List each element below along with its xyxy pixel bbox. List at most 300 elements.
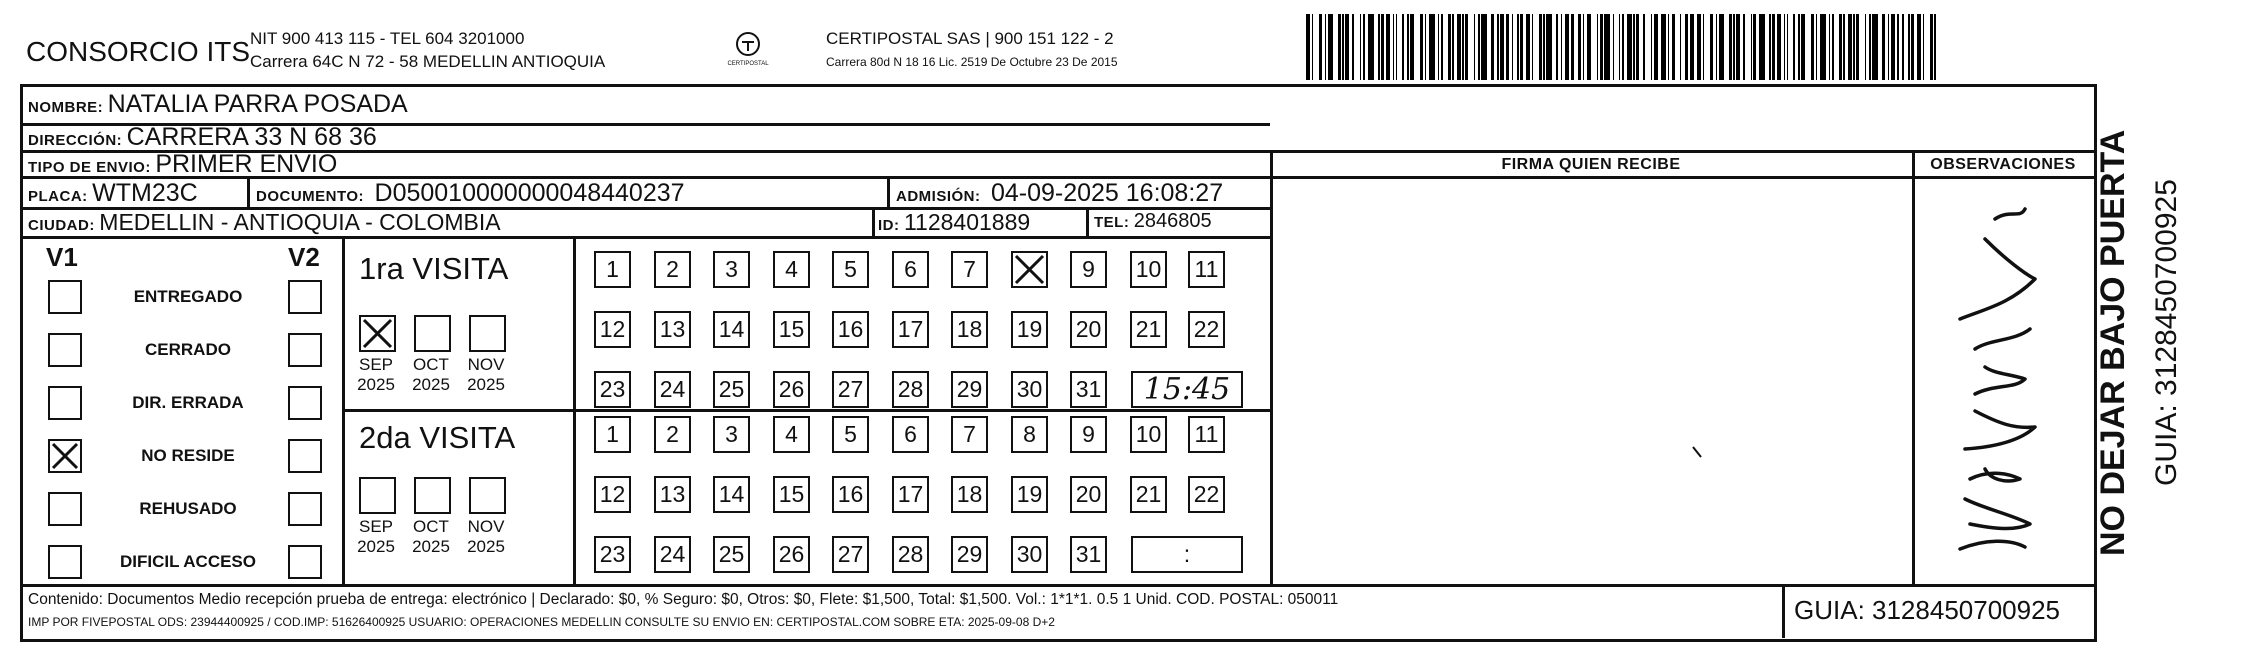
signature-header: FIRMA QUIEN RECIBE <box>1501 156 1681 173</box>
barcode-bar <box>1619 14 1620 80</box>
check-x-mark <box>50 441 80 471</box>
month-year: 2025 <box>412 536 450 556</box>
shipment-type-row <box>28 152 337 177</box>
v2-label: V2 <box>288 242 320 272</box>
day-box[interactable] <box>654 371 691 408</box>
day-box[interactable] <box>713 311 750 348</box>
recipient-name: NATALIA PARRA POSADA <box>107 90 408 118</box>
day-box[interactable] <box>1188 476 1225 513</box>
v1-checkbox[interactable] <box>48 280 82 314</box>
footer-content-line: Contenido: Documentos Medio recepción prueba de entrega: electrónico | Declarado: $0, % Seguro: $0, Otros: $0, Flete: $1,500, Total: $1,500. Vol.: 1*1*1. 0.5 1 Unid. COD. POSTAL: 050011 <box>28 591 1339 608</box>
day-box[interactable] <box>594 311 631 348</box>
barcode-bar <box>1654 14 1658 80</box>
barcode-bar <box>1420 14 1423 80</box>
barcode-bar <box>1843 14 1844 80</box>
day-box[interactable] <box>832 416 869 453</box>
status-label: NO RESIDE <box>141 446 235 465</box>
month-name: NOV <box>467 355 505 374</box>
barcode-bar <box>1736 14 1740 80</box>
barcode-bar <box>1729 14 1732 80</box>
day-number: 15 <box>778 481 805 507</box>
barcode-bar <box>1651 14 1652 80</box>
admission-label: ADMISIÓN: <box>896 188 981 205</box>
day-box[interactable] <box>951 251 988 288</box>
barcode-bar <box>1497 14 1498 80</box>
day-number: 24 <box>659 541 686 567</box>
day-number: 9 <box>1082 421 1095 447</box>
check-x-mark <box>361 317 394 350</box>
barcode-bar <box>1360 14 1361 80</box>
day-box[interactable] <box>951 536 988 573</box>
barcode-bar <box>1532 14 1533 80</box>
company-nit-line: NIT 900 413 115 - TEL 604 3201000 <box>250 29 525 48</box>
day-number: 12 <box>599 481 626 507</box>
barcode-bar <box>1917 14 1921 80</box>
barcode-bar <box>1930 14 1933 80</box>
barcode-bar <box>1474 14 1475 80</box>
document-value: D050010000000048440237 <box>374 179 685 207</box>
time-box[interactable] <box>1131 371 1243 408</box>
v1-checkbox[interactable] <box>48 386 82 420</box>
company-name: CONSORCIO ITS <box>26 36 251 67</box>
barcode-bar <box>1306 14 1310 80</box>
barcode-bar <box>1848 14 1852 80</box>
day-box[interactable] <box>1070 311 1107 348</box>
month-label <box>406 355 456 394</box>
day-number: 2 <box>666 256 679 282</box>
barcode-bar <box>1716 14 1717 80</box>
day-number: 28 <box>897 376 924 402</box>
barcode-bar <box>1517 14 1518 80</box>
month-year: 2025 <box>467 374 505 394</box>
barcode-bar <box>1378 14 1379 80</box>
barcode-bar <box>1832 14 1835 80</box>
barcode-bar <box>1386 14 1390 80</box>
barcode-bar <box>1793 14 1796 80</box>
address-label: DIRECCIÓN: <box>28 132 123 149</box>
barcode-bar <box>1338 14 1341 80</box>
day-number: 6 <box>904 421 917 447</box>
day-box[interactable] <box>951 371 988 408</box>
day-box[interactable] <box>892 476 929 513</box>
day-box[interactable] <box>773 251 810 288</box>
barcode-bar <box>1520 14 1523 80</box>
month-checkbox[interactable] <box>359 477 396 514</box>
day-number: 12 <box>599 316 626 342</box>
barcode-bar <box>1633 14 1634 80</box>
day-number: 1 <box>606 256 619 282</box>
barcode-bar <box>1801 14 1805 80</box>
month-label <box>461 355 511 394</box>
day-number: 7 <box>963 256 976 282</box>
day-box[interactable] <box>1070 536 1107 573</box>
day-box[interactable] <box>1130 416 1167 453</box>
id-label: ID: <box>878 217 900 234</box>
carrier-line: CERTIPOSTAL SAS | 900 151 122 - 2 <box>826 29 1114 48</box>
side-notice: NO DEJAR BAJO PUERTA <box>2094 129 2132 556</box>
barcode-bar <box>1787 14 1788 80</box>
day-number: 19 <box>1016 316 1043 342</box>
day-number: 11 <box>1194 421 1219 447</box>
day-box[interactable] <box>594 536 631 573</box>
barcode-bar <box>1556 14 1557 80</box>
barcode-bar <box>1882 14 1885 80</box>
day-number: 10 <box>1135 256 1162 282</box>
day-number: 20 <box>1075 316 1102 342</box>
day-number: 31 <box>1075 541 1102 567</box>
day-box[interactable] <box>713 416 750 453</box>
barcode-bar <box>1908 14 1909 80</box>
day-number: 29 <box>956 376 983 402</box>
month-checkbox[interactable] <box>469 315 506 352</box>
day-box[interactable] <box>773 371 810 408</box>
observations-header: OBSERVACIONES <box>1930 156 2076 173</box>
barcode-bar <box>1759 14 1765 80</box>
day-box[interactable] <box>892 251 929 288</box>
day-number: 8 <box>1023 421 1036 447</box>
day-number: 13 <box>659 316 686 342</box>
day-box[interactable] <box>773 311 810 348</box>
day-box[interactable] <box>713 371 750 408</box>
day-number: 4 <box>785 256 798 282</box>
day-number: 14 <box>718 481 745 507</box>
day-box[interactable] <box>773 476 810 513</box>
month-year: 2025 <box>412 374 450 394</box>
day-box[interactable] <box>1188 416 1225 453</box>
plate-label: PLACA: <box>28 188 88 205</box>
barcode-bar <box>1636 14 1639 80</box>
day-number: 18 <box>956 316 983 342</box>
day-number: 16 <box>837 316 864 342</box>
day-box[interactable] <box>1011 251 1048 288</box>
barcode-bar <box>1753 14 1756 80</box>
day-number: 21 <box>1135 316 1162 342</box>
day-box[interactable] <box>832 536 869 573</box>
month-year: 2025 <box>357 536 395 556</box>
day-number: 30 <box>1016 541 1043 567</box>
check-x-mark <box>1013 253 1046 286</box>
barcode-bar <box>1342 14 1343 80</box>
day-number: 18 <box>956 481 983 507</box>
barcode-bar <box>1897 14 1900 80</box>
barcode-bar <box>1381 14 1384 80</box>
day-box[interactable] <box>1070 371 1107 408</box>
barcode-bar <box>1820 14 1826 80</box>
barcode-bar <box>1448 14 1451 80</box>
status-label: CERRADO <box>145 340 231 359</box>
v1-checkbox[interactable] <box>48 439 82 473</box>
barcode-bar <box>1325 14 1326 80</box>
signature-area[interactable] <box>1273 179 1911 583</box>
day-box[interactable] <box>594 416 631 453</box>
status-label: ENTREGADO <box>133 287 243 306</box>
month-year: 2025 <box>357 374 395 394</box>
month-checkbox[interactable] <box>414 315 451 352</box>
id-value: 1128401889 <box>903 209 1031 235</box>
carrier-logo-mark <box>728 30 768 74</box>
day-number: 20 <box>1075 481 1102 507</box>
recipient-address: CARRERA 33 N 68 36 <box>126 123 377 151</box>
month-checkbox[interactable] <box>414 477 451 514</box>
month-label <box>351 355 401 394</box>
day-box[interactable] <box>892 536 929 573</box>
barcode-bar <box>1902 14 1903 80</box>
barcode-bar <box>1363 14 1366 80</box>
day-number: 21 <box>1135 481 1162 507</box>
company-address-line: Carrera 64C N 72 - 58 MEDELLIN ANTIOQUIA <box>250 52 606 71</box>
day-box[interactable] <box>1188 251 1225 288</box>
shipment-type-label: TIPO DE ENVIO: <box>28 159 151 176</box>
status-label: REHUSADO <box>139 499 237 518</box>
barcode-bar <box>1543 14 1544 80</box>
day-box[interactable] <box>654 251 691 288</box>
day-box[interactable] <box>1011 416 1048 453</box>
barcode-bar <box>1769 14 1770 80</box>
id-cell <box>878 211 1030 234</box>
barcode-bar <box>1690 14 1694 80</box>
barcode-bar <box>1429 14 1435 80</box>
barcode-bar <box>1393 14 1394 80</box>
barcode-bar <box>1888 14 1889 80</box>
day-box[interactable] <box>1011 311 1048 348</box>
barcode-bar <box>1816 14 1817 80</box>
day-number: 11 <box>1194 256 1219 282</box>
barcode-bar <box>1491 14 1494 80</box>
day-box[interactable] <box>594 476 631 513</box>
barcode-bar <box>1526 14 1530 80</box>
day-number: 13 <box>659 481 686 507</box>
day-box[interactable] <box>654 536 691 573</box>
day-number: 15 <box>778 316 805 342</box>
day-number: 23 <box>599 541 626 567</box>
barcode-bar <box>1368 14 1374 80</box>
day-number: 6 <box>904 256 917 282</box>
v2-checkbox[interactable] <box>288 545 322 579</box>
day-box[interactable] <box>1130 476 1167 513</box>
month-name: OCT <box>413 517 449 536</box>
handwritten-observation <box>1915 179 2090 583</box>
barcode-bar <box>1328 14 1334 80</box>
barcode-bar <box>1719 14 1725 80</box>
day-number: 27 <box>837 541 864 567</box>
barcode-bar <box>1465 14 1468 80</box>
barcode-bar <box>1891 14 1895 80</box>
barcode-bar <box>1934 14 1935 80</box>
plate-value: WTM23C <box>92 179 198 207</box>
v2-checkbox[interactable] <box>288 333 322 367</box>
day-box[interactable] <box>951 416 988 453</box>
status-label: DIFICIL ACCESO <box>119 552 256 571</box>
barcode-bar <box>1396 14 1397 80</box>
barcode-bar <box>1685 14 1688 80</box>
barcode-bar <box>1500 14 1504 80</box>
month-name: OCT <box>413 355 449 374</box>
day-box[interactable] <box>892 311 929 348</box>
day-number: 2 <box>666 421 679 447</box>
month-name: SEP <box>358 355 394 374</box>
day-box[interactable] <box>1130 251 1167 288</box>
day-box[interactable] <box>832 371 869 408</box>
name-label: NOMBRE: <box>28 99 104 116</box>
day-box[interactable] <box>594 371 631 408</box>
day-box[interactable] <box>1070 476 1107 513</box>
document-label: DOCUMENTO: <box>256 188 365 205</box>
barcode-bar <box>1622 14 1625 80</box>
barcode-bar <box>1733 14 1734 80</box>
barcode-bar <box>1872 14 1878 80</box>
day-box[interactable] <box>832 251 869 288</box>
barcode-bar <box>1438 14 1439 80</box>
day-box[interactable] <box>713 251 750 288</box>
v1-checkbox[interactable] <box>48 492 82 526</box>
day-box[interactable] <box>1130 311 1167 348</box>
v2-checkbox[interactable] <box>288 492 322 526</box>
barcode-bar <box>1441 14 1444 80</box>
barcode-bar <box>1462 14 1463 80</box>
month-checkbox[interactable] <box>359 315 396 352</box>
barcode-bar <box>1672 14 1675 80</box>
day-box[interactable] <box>1011 371 1048 408</box>
day-number: 25 <box>718 376 745 402</box>
barcode-bar <box>1865 14 1866 80</box>
barcode-bar <box>1312 14 1313 80</box>
barcode-bar <box>1452 14 1453 80</box>
barcode-bar <box>1697 14 1701 80</box>
side-guia: GUIA: 3128450700925 <box>2150 179 2183 486</box>
barcode-bar <box>1578 14 1581 80</box>
barcode-bar <box>1512 14 1513 80</box>
day-number: 24 <box>659 376 686 402</box>
day-box[interactable] <box>892 371 929 408</box>
barcode-bar <box>1604 14 1610 80</box>
barcode-bar <box>1613 14 1614 80</box>
day-box[interactable] <box>1011 536 1048 573</box>
status-label: DIR. ERRADA <box>132 393 244 412</box>
name-row <box>28 92 408 117</box>
day-box[interactable] <box>951 476 988 513</box>
v2-checkbox[interactable] <box>288 280 322 314</box>
document-cell <box>256 181 685 206</box>
barcode-bar <box>1680 14 1681 80</box>
v1-checkbox[interactable] <box>48 545 82 579</box>
barcode-bar <box>1869 14 1870 80</box>
footer-print-line: IMP POR FIVEPOSTAL ODS: 23944400925 / COD.IMP: 51626400925 USUARIO: OPERACIONES MEDELLIN CONSULTE SU ENVIO EN: CERTIPOSTAL.COM SOBRE ETA: 2025-09-08 D+2 <box>28 615 1055 629</box>
barcode-bar <box>1829 14 1830 80</box>
day-number: 9 <box>1082 256 1095 282</box>
city-cell <box>28 211 501 234</box>
day-number: 3 <box>725 421 738 447</box>
month-label <box>406 517 456 556</box>
barcode-bar <box>1853 14 1854 80</box>
barcode-bar <box>1784 14 1785 80</box>
day-number: 22 <box>1193 316 1220 342</box>
tel-value: 2846805 <box>1133 210 1212 232</box>
day-number: 4 <box>785 421 798 447</box>
day-number: 28 <box>897 541 924 567</box>
observations-area[interactable] <box>1915 179 2090 583</box>
admission-value: 04-09-2025 16:08:27 <box>990 179 1224 207</box>
barcode-bar <box>1798 14 1799 80</box>
barcode-bar <box>1703 14 1704 80</box>
day-box[interactable] <box>832 476 869 513</box>
barcode-bar <box>1561 14 1562 80</box>
day-number: 5 <box>844 256 857 282</box>
day-number: 30 <box>1016 376 1043 402</box>
visit1-title: 1ra VISITA <box>359 251 509 286</box>
day-number: 7 <box>963 421 976 447</box>
visit2-title: 2da VISITA <box>359 420 516 455</box>
day-box[interactable] <box>594 251 631 288</box>
barcode-bar <box>1587 14 1591 80</box>
day-number: 17 <box>897 316 924 342</box>
barcode-bar <box>1627 14 1631 80</box>
day-box[interactable] <box>892 416 929 453</box>
carrier-logo <box>728 30 768 74</box>
barcode-bar <box>1600 14 1603 80</box>
v1-label: V1 <box>46 242 78 272</box>
time-box[interactable] <box>1131 536 1243 573</box>
carrier-license-line: Carrera 80d N 18 16 Lic. 2519 De Octubre 23 De 2015 <box>826 55 1118 69</box>
day-number: 22 <box>1193 481 1220 507</box>
barcode-bar <box>1506 14 1509 80</box>
v1-checkbox[interactable] <box>48 333 82 367</box>
v2-checkbox[interactable] <box>288 386 322 420</box>
day-number: 10 <box>1135 421 1162 447</box>
day-box[interactable] <box>951 311 988 348</box>
day-box[interactable] <box>654 476 691 513</box>
barcode-bar <box>1583 14 1584 80</box>
day-box[interactable] <box>773 536 810 573</box>
day-box[interactable] <box>832 311 869 348</box>
barcode-bar <box>1457 14 1461 80</box>
barcode-bar <box>1710 14 1713 80</box>
barcode-bar <box>1478 14 1479 80</box>
barcode-bar <box>1743 14 1744 80</box>
day-box[interactable] <box>654 416 691 453</box>
day-number: 14 <box>718 316 745 342</box>
barcode-bar <box>1546 14 1552 80</box>
day-number: 26 <box>778 376 805 402</box>
v2-checkbox[interactable] <box>288 439 322 473</box>
barcode <box>1306 14 1938 80</box>
barcode-bar <box>1772 14 1775 80</box>
carrier-logo-text: CERTIPOSTAL <box>727 61 769 67</box>
day-number: 1 <box>606 421 619 447</box>
barcode-bar <box>1751 14 1752 80</box>
barcode-bar <box>1643 14 1644 80</box>
month-year: 2025 <box>467 536 505 556</box>
day-number: 23 <box>599 376 626 402</box>
day-box[interactable] <box>713 476 750 513</box>
month-name: NOV <box>467 517 505 536</box>
barcode-bar <box>1911 14 1914 80</box>
day-box[interactable] <box>1011 476 1048 513</box>
city-label: CIUDAD: <box>28 217 95 234</box>
day-box[interactable] <box>1070 251 1107 288</box>
day-box[interactable] <box>773 416 810 453</box>
day-number: 26 <box>778 541 805 567</box>
shipment-type: PRIMER ENVIO <box>155 150 338 178</box>
day-number: 27 <box>837 376 864 402</box>
barcode-bar <box>1481 14 1487 80</box>
month-checkbox[interactable] <box>469 477 506 514</box>
barcode-bar <box>1402 14 1405 80</box>
day-box[interactable] <box>654 311 691 348</box>
day-box[interactable] <box>1070 416 1107 453</box>
day-box[interactable] <box>713 536 750 573</box>
barcode-bar <box>1856 14 1859 80</box>
day-box[interactable] <box>1188 311 1225 348</box>
